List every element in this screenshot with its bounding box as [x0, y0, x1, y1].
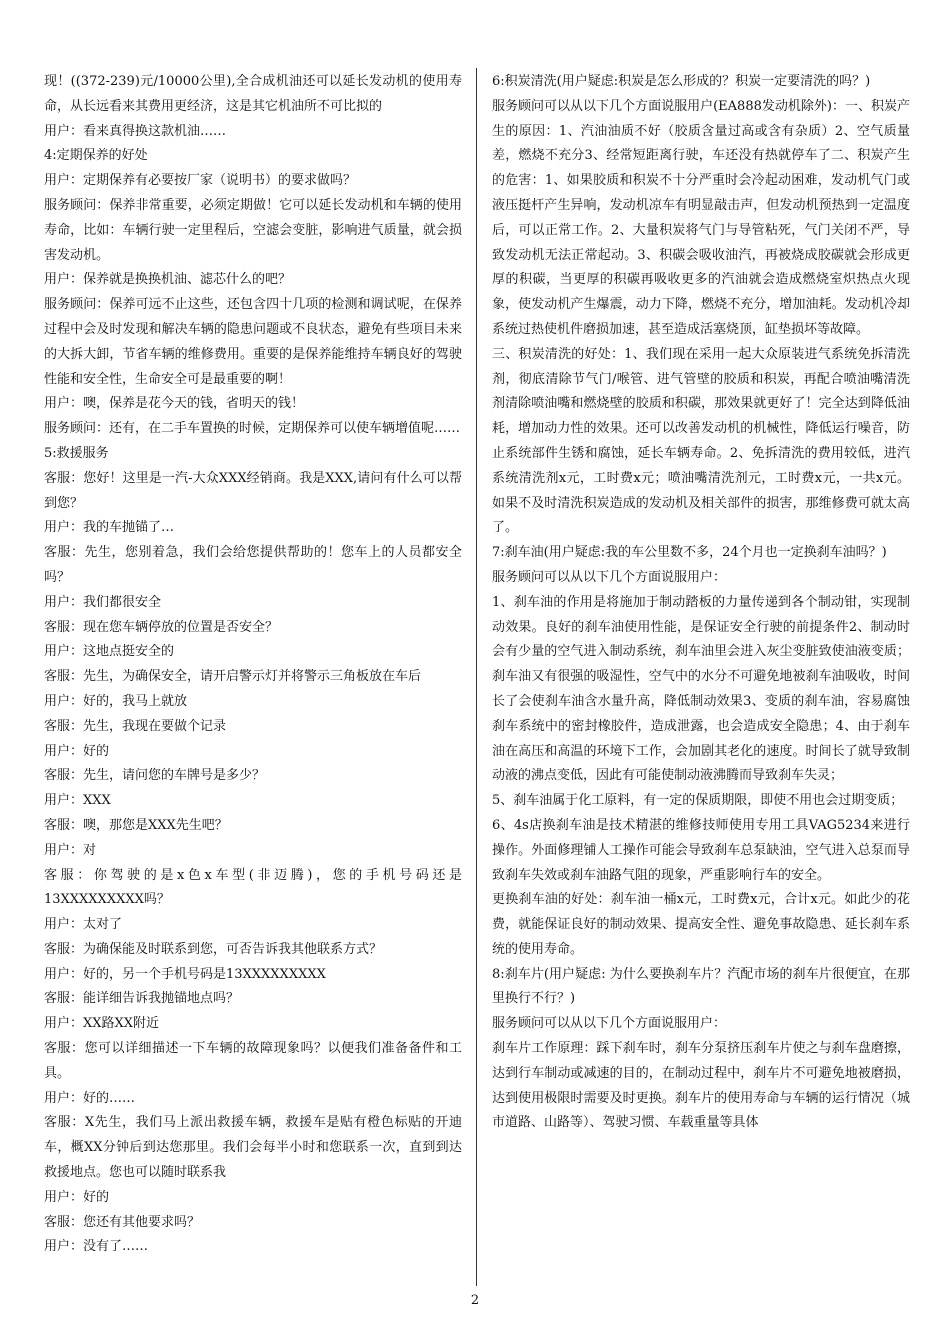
paragraph: 5、刹车油属于化工原料，有一定的保质期限，即使不用也会过期变质； [492, 793, 904, 809]
paragraph: 用户：没有了…… [44, 1239, 149, 1255]
left-column [44, 70, 462, 1260]
paragraph: 7:刹车油(用户疑虑:我的车公里数不多，24个月也一定换刹车油吗？) [492, 545, 887, 561]
paragraph: 用户：好的…… [44, 1090, 136, 1106]
paragraph: 客服：先生，您别着急，我们会给您提供帮助的！您车上的人员都安全吗？ [44, 545, 462, 585]
paragraph: 客服：为确保能及时联系到您，可否告诉我其他联系方式？ [44, 941, 383, 957]
paragraph: 用户：好的，我马上就放 [44, 693, 188, 709]
paragraph: 用户：XXX [44, 793, 111, 809]
paragraph: 三、积炭清洗的好处：1、我们现在采用一起大众原装进气系统免拆清洗剂，彻底清除节气门/喉管、进气管壁的胶质和积炭，再配合喷油嘴清洗剂清除喷油嘴和燃烧壁的胶质和积碳，那效果就更好了！完全达到降低油耗，增加动力性的效果。还可以改善发动机的机械性，降低运行噪音，防止系统部件生锈和腐蚀，延长车辆寿命。2、免拆清洗的费用较低，进汽系统清洗剂x元，工时费x元；喷油嘴清洗剂元，工时费x元，一共x元。如果不及时清洗积炭造成的发动机及相关部件的损害，那维修费可就太高了。 [492, 346, 910, 536]
paragraph: 用户：太对了 [44, 917, 123, 933]
paragraph: 客服：您可以详细描述一下车辆的故障现象吗？以便我们准备备件和工具。 [44, 1041, 462, 1081]
paragraph: 服务顾问：保养可远不止这些，还包含四十几项的检测和调试呢，在保养过程中会及时发现和解决车辆的隐患问题或不良状态，避免有些项目未来的大拆大卸，节省车辆的维修费用。重要的是保养能维持车辆良好的驾驶性能和安全性，生命安全可是最重要的啊！ [44, 297, 462, 387]
paragraph: 客服：能详细告诉我抛锚地点吗？ [44, 991, 240, 1007]
paragraph: 服务顾问可以从以下几个方面说服用户： [492, 1016, 727, 1032]
paragraph: 8:刹车片(用户疑虑: 为什么要换刹车片？汽配市场的刹车片很便宜，在那里换行不行？) [492, 966, 910, 1007]
right-column [492, 70, 910, 1136]
paragraph: 用户：对 [44, 842, 97, 858]
paragraph: 客服：先生，我现在要做个记录 [44, 718, 227, 734]
paragraph: 4:定期保养的好处 [44, 148, 148, 164]
paragraph: 客服：X先生，我们马上派出救援车辆，救援车是贴有橙色标贴的开迪车，概XX分钟后到达您那里。我们会每半小时和您联系一次，直到到达救援地点。您也可以随时联系我 [44, 1115, 462, 1181]
paragraph: 用户：好的 [44, 1189, 110, 1205]
paragraph: 刹车片工作原理：踩下刹车时，刹车分泵挤压刹车片使之与刹车盘磨擦，达到行车制动或减速的目的，在制动过程中，刹车片不可避免地被磨损，达到使用极限时需要及时更换。刹车片的使用寿命与车辆的运行情况（城市道路、山路等）、驾驶习惯、车载重量等具体 [492, 1041, 910, 1131]
paragraph: 用户：这地点挺安全的 [44, 644, 175, 660]
paragraph: 用户：我们都很安全 [44, 594, 162, 610]
column-divider [476, 68, 477, 1286]
paragraph: 客服：先生，为确保安全，请开启警示灯并将警示三角板放在车后 [44, 669, 422, 685]
page-number: 2 [470, 1293, 480, 1308]
paragraph: 6、4s店换刹车油是技术精湛的维修技师使用专用工具VAG5234来进行操作。外面修理铺人工操作可能会导致刹车总泵缺油，空气进入总泵而导致刹车失效或刹车油路气阻的现象，严重影响行车的安全。 [492, 817, 910, 883]
paragraph: 更换刹车油的好处：刹车油一桶x元，工时费x元，合计x元。如此少的花费，就能保证良好的制动效果、提高安全性、避免事故隐患、延长刹车系统的使用寿命。 [492, 892, 910, 957]
paragraph: 用户：定期保养有必要按厂家（说明书）的要求做吗？ [44, 173, 357, 189]
paragraph: 服务顾问：还有，在二手车置换的时候，定期保养可以使车辆增值呢…… [44, 421, 461, 437]
paragraph: 服务顾问：保养非常重要，必须定期做！它可以延长发动机和车辆的使用寿命，比如：车辆行驶一定里程后，空滤会变脏，影响进气质量，就会损害发动机。 [44, 197, 462, 263]
paragraph: 用户：噢，保养是花今天的钱，省明天的钱！ [44, 396, 305, 412]
paragraph: 6:积炭清洗(用户疑虑:积炭是怎么形成的？积炭一定要清洗的吗？) [492, 74, 871, 89]
paragraph: 1、刹车油的作用是将施加于制动踏板的力量传递到各个制动钳，实现制动效果。良好的刹车油使用性能，是保证安全行驶的前提条件2、制动时会有少量的空气进入制动系统，刹车油里会进入灰尘变脏致使油液变质；刹车油又有很强的吸湿性，空气中的水分不可避免地被刹车油吸收，时间长了会使刹车油含水量升高，降低制动效果3、变质的刹车油，容易腐蚀刹车系统中的密封橡胶件，造成泄露，也会造成安全隐患；4、由于刹车油在高压和高温的环境下工作，会加剧其老化的速度。时间长了就导致制动液的沸点变低，因此有可能使制动液沸腾而导致刹车失灵； [492, 594, 910, 784]
paragraph: 服务顾问可以从以下几个方面说服用户： [492, 569, 727, 585]
paragraph: 客服：您好！这里是一汽-大众XXX经销商。我是XXX,请问有什么可以帮到您？ [44, 470, 462, 511]
paragraph: 用户：保养就是换换机油、滤芯什么的吧？ [44, 272, 292, 288]
paragraph: 用户：好的，另一个手机号码是13XXXXXXXXX [44, 966, 326, 982]
paragraph: 现！((372-239)元/10000公里),全合成机油还可以延长发动机的使用寿命，从长远看来其费用更经济，这是其它机油所不可比拟的 [44, 74, 462, 114]
paragraph: 客服：先生，请问您的车牌号是多少？ [44, 768, 266, 784]
paragraph: 用户：好的 [44, 743, 110, 759]
paragraph: 客服：现在您车辆停放的位置是否安全？ [44, 619, 279, 635]
paragraph: 用户：我的车抛锚了… [44, 520, 175, 536]
paragraph: 客服：噢，那您是XXX先生吧？ [44, 817, 228, 833]
paragraph: 用户：XX路XX附近 [44, 1016, 160, 1032]
paragraph: 服务顾问可以从以下几个方面说服用户(EA888发动机除外)：一、积炭产生的原因：1、汽油油质不好（胶质含量过高或含有杂质）2、空气质量差，燃烧不充分3、经常短距离行驶，车还没有热就停车了二、积炭产生的危害：1、如果胶质和积炭不十分严重时会冷起动困难，发动机气门或液压挺杆产生异响，发动机凉车有明显敲击声，但发动机预热到一定温度后，可以正常工作。2、大量积炭将气门与导管粘死，气门关闭不严，导致发动机无法正常起动。3、积碳会吸收油汽，再被烧成胶碳就会形成更厚的积碳，当更厚的积碳再吸收更多的汽油就会造成燃烧室炽热点火现象，使发动机产生爆震，动力下降，燃烧不充分，增加油耗。发动机冷却系统过热使机件磨损加速，甚至造成活塞烧顶，缸垫损坏等故障。 [492, 98, 910, 337]
paragraph: 用户：看来真得换这款机油…… [44, 123, 227, 139]
paragraph: 客服：您还有其他要求吗？ [44, 1214, 201, 1230]
paragraph: 客服：你驾驶的是x色x车型(非迈腾)，您的手机号码还是13XXXXXXXXX吗？ [44, 867, 462, 908]
paragraph: 5:救援服务 [44, 445, 109, 461]
